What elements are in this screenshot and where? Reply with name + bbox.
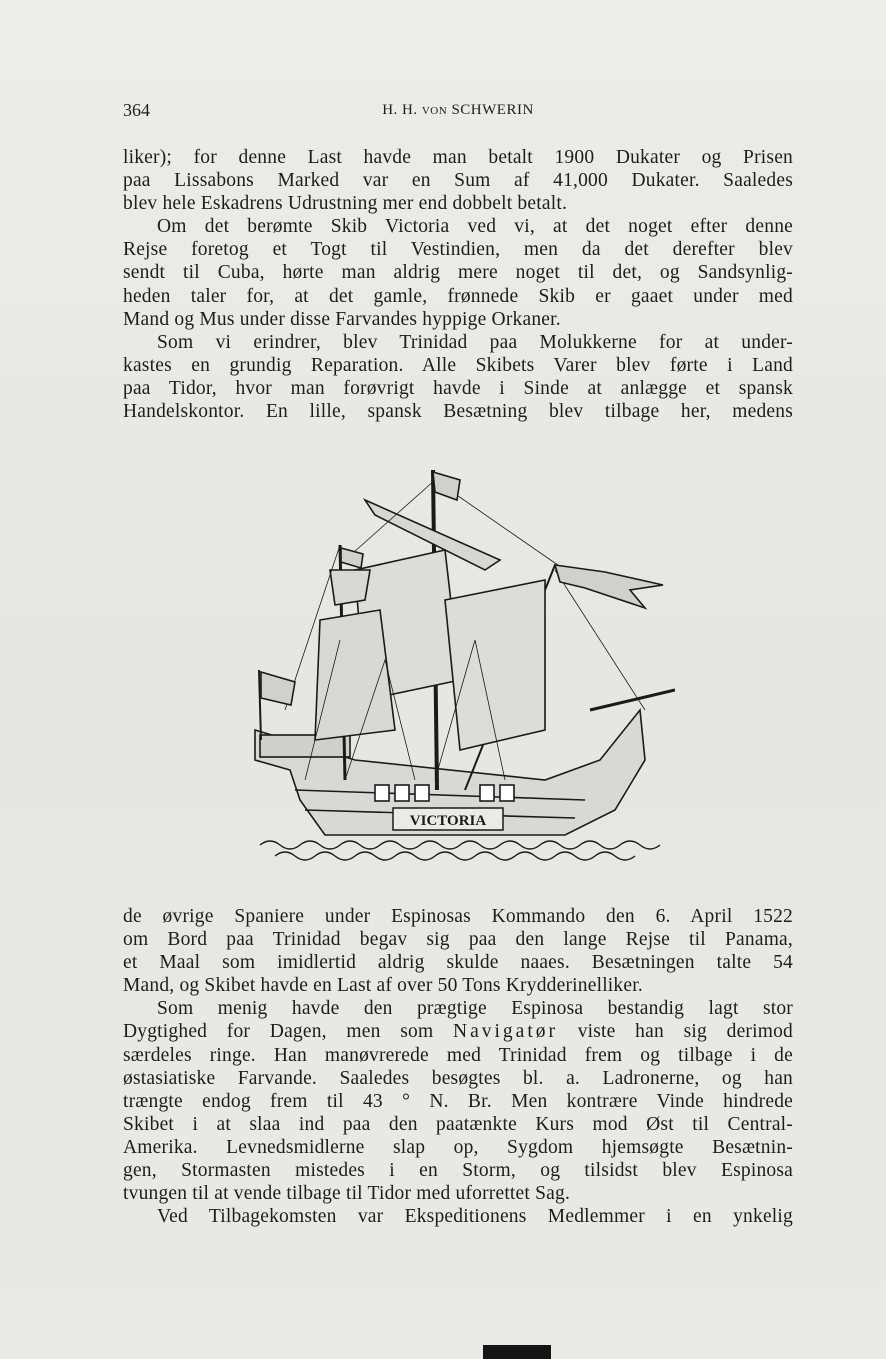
page-edge-tab <box>483 1345 551 1359</box>
running-head-von: VON <box>421 105 448 117</box>
text-line: blev hele Eskadrens Udrustning mer end dobbelt betalt. <box>123 193 568 215</box>
ship-illustration-victoria <box>245 460 675 870</box>
text-line: om Bord paa Trinidad begav sig paa den lange Rejse til Panama, <box>123 929 793 951</box>
text-block-top <box>123 146 793 423</box>
text-block-bottom <box>123 905 793 1228</box>
text-line: liker); for denne Last havde man betalt 1900 Dukater og Prisen <box>123 147 793 168</box>
text-line: et Maal som imidlertid aldrig skulde naaes. Besætningen talte 54 <box>123 952 793 974</box>
ship-name-label: VICTORIA <box>409 813 487 829</box>
text-line: sendt til Cuba, hørte man aldrig mere noget til det, og Sandsynlig- <box>123 262 793 284</box>
text-line: Rejse foretog et Togt til Vestindien, men da det derefter blev <box>123 239 793 261</box>
text-line: Om det berømte Skib Victoria ved vi, at det noget efter denne <box>157 216 793 238</box>
emphasized-word: Navigatør <box>453 1021 559 1043</box>
page-header <box>123 100 793 124</box>
text-line: de øvrige Spaniere under Espinosas Kommando den 6. April 1522 <box>123 906 793 927</box>
text-line: Som vi erindrer, blev Trinidad paa Molukkerne for at under- <box>157 331 793 353</box>
text-span: Dygtighed for Dagen, men som <box>123 1021 434 1043</box>
text-line: heden taler for, at det gamle, frønnede Skib er gaaet under med <box>123 285 793 307</box>
page-number: 364 <box>123 100 150 120</box>
text-line: Ved Tilbagekomsten var Ekspeditionens Medlemmer i en ynkelig <box>157 1206 793 1228</box>
text-line: paa Lissabons Marked var en Sum af 41,000 Dukater. Saaledes <box>123 170 793 192</box>
text-line: trængte endog frem til 43 ° N. Br. Men kontrære Vinde hindrede <box>123 1090 793 1112</box>
text-span: viste han sig derimod <box>577 1021 793 1043</box>
text-line: Handelskontor. En lille, spansk Besætning blev tilbage her, medens <box>123 401 793 423</box>
running-head-initials: H. H. <box>382 102 422 118</box>
text-line: østasiatiske Farvande. Saaledes besøgtes bl. a. Ladronerne, og han <box>123 1067 793 1089</box>
text-line: Mand og Mus under disse Farvandes hyppige Orkaner. <box>123 308 561 330</box>
text-line: Skibet i at slaa ind paa den paatænkte Kurs mod Øst til Central- <box>123 1113 793 1135</box>
running-head-surname: SCHWERIN <box>447 102 534 118</box>
text-line: Som menig havde den prægtige Espinosa bestandig lagt stor <box>157 998 793 1020</box>
text-line: særdeles ringe. Han manøvrerede med Trinidad frem og tilbage i de <box>123 1044 793 1066</box>
text-line: Amerika. Levnedsmidlerne slap op, Sygdom hjemsøgte Besætnin- <box>123 1136 793 1158</box>
text-line <box>123 1020 793 1043</box>
text-line: paa Tidor, hvor man forøvrigt havde i Sinde at anlægge et spansk <box>123 377 793 399</box>
text-line: kastes en grundig Reparation. Alle Skibets Varer blev førte i Land <box>123 354 793 376</box>
text-line: Mand, og Skibet havde en Last af over 50 Tons Krydderinelliker. <box>123 975 643 997</box>
text-line: tvungen til at vende tilbage til Tidor med uforrettet Sag. <box>123 1183 571 1205</box>
text-line: gen, Stormasten mistedes i en Storm, og tilsidst blev Espinosa <box>123 1160 793 1182</box>
running-head <box>123 102 793 119</box>
